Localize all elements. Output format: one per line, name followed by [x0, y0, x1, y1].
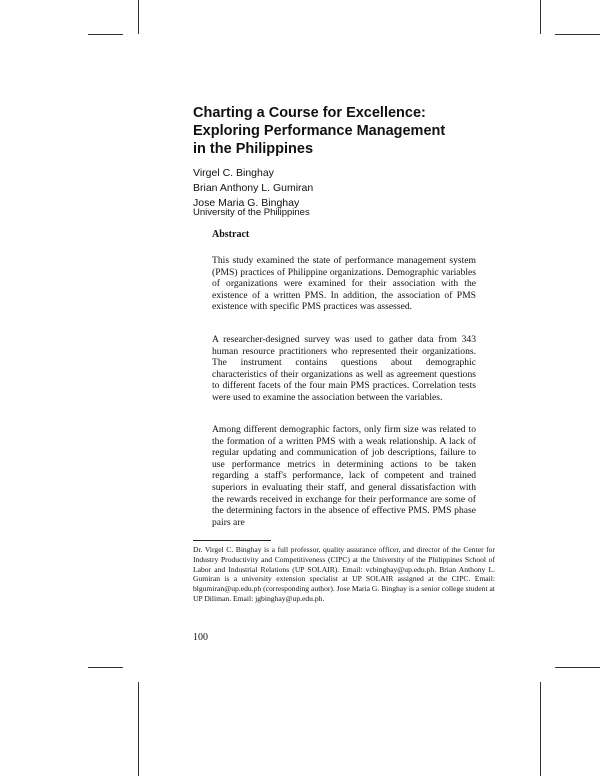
crop-mark-top-left-vertical: [138, 0, 139, 34]
author-name: Jose Maria G. Binghay: [193, 197, 300, 209]
affiliation: University of the Philippines: [193, 207, 310, 218]
abstract-paragraph: This study examined the state of performance management system (PMS) practices of Philippine organizations. Demographic variables of organizations were examined for their association with the existence of a written PMS. In addition, the association of PMS existence with specific PMS practices was assessed.: [212, 255, 476, 313]
crop-mark-top-right-horizontal: [555, 34, 600, 35]
crop-mark-top-right-vertical: [540, 0, 541, 34]
author-name: Virgel C. Binghay: [193, 167, 274, 179]
crop-mark-bottom-left-vertical: [138, 682, 139, 776]
crop-mark-bottom-right-vertical: [540, 682, 541, 776]
crop-mark-bottom-right-horizontal: [555, 667, 600, 668]
abstract-heading: Abstract: [212, 229, 250, 240]
crop-mark-top-left-horizontal: [88, 34, 123, 35]
title-line: Exploring Performance Management: [193, 123, 446, 139]
author-list: [193, 166, 313, 211]
author-name: Brian Anthony L. Gumiran: [193, 182, 314, 194]
abstract-paragraph: Among different demographic factors, only firm size was related to the formation of a written PMS with a weak relationship. A lack of regular updating and communication of job descriptions, failure to use performance metrics in determining actions to be taken regarding a staff's performance, lack of competent and trained superiors in evaluating their staff, and general dissatisfaction with the rewards received in exchange for their performance are some of the determining factors in the absence of effective PMS. PMS phase pairs are: [212, 424, 476, 528]
page-number: 100: [193, 632, 208, 643]
title-line: Charting a Course for Excellence:: [193, 105, 426, 121]
crop-mark-bottom-left-horizontal: [88, 667, 123, 668]
author-footnote: Dr. Virgel C. Binghay is a full professor, quality assurance officer, and director of the Center for Industry Productivity and Competitiveness (CIPC) at the University of the Philippines School of Labor and Industrial Relations (UP SOLAIR). Email: vcbinghay@up.edu.ph. Brian Anthony L. Gumiran is a university extension specialist at UP SOLAIR assigned at the CIPC. Email: blgumiran@up.edu.ph (corresponding author). Jose Maria G. Binghay is a senior college student at UP Diliman. Email: jgbinghay@up.edu.ph.: [193, 545, 495, 603]
title-line: in the Philippines: [193, 141, 314, 157]
article-title: [193, 104, 513, 158]
footnote-rule: [193, 540, 271, 541]
abstract-paragraph: A researcher-designed survey was used to gather data from 343 human resource practitioners who represented their organizations. The instrument contains questions about demographic characteristics of their organizations as well as agreement questions to different facets of the four main PMS practices. Correlation tests were used to examine the association between the variables.: [212, 334, 476, 403]
